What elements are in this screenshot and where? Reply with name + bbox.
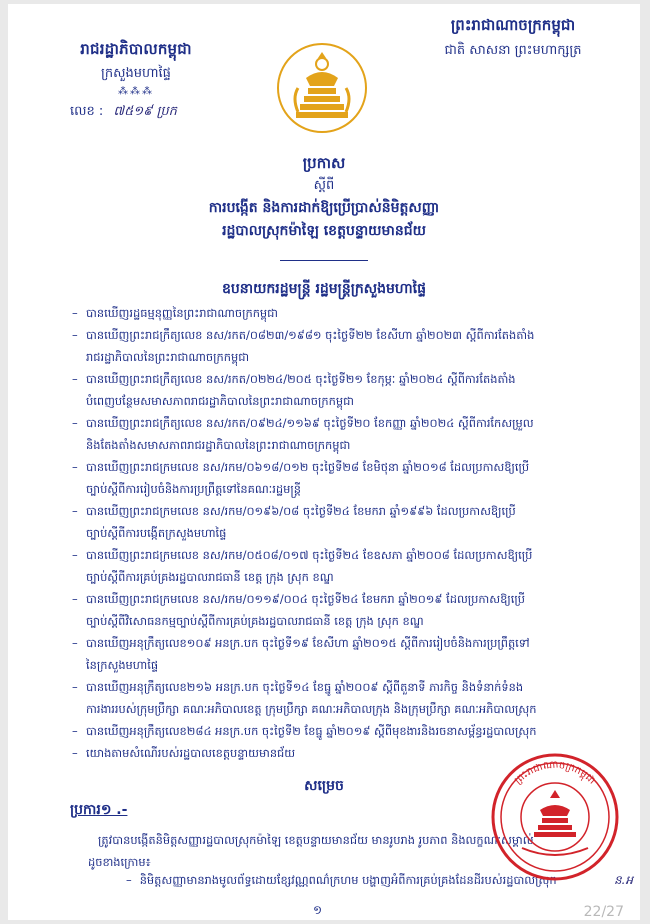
consideration-item: ច្បាប់ស្តីពីការរៀបចំនិងការប្រព្រឹត្តទៅនៃគណៈរដ្ឋមន្ត្រី: [86, 482, 301, 496]
ministry-name: ក្រសួងមហាផ្ទៃ: [101, 66, 171, 81]
consideration-item: – បានឃើញព្រះរាជក្រមលេខ នស/រកម/០៦១៨/០១២ ចុះថ្ងៃទី២៨ ខែមិថុនា ឆ្នាំ២០១៨ ដែលប្រកាសឱ្យប្រើ: [72, 456, 612, 478]
ministry-header: [66, 40, 206, 122]
page-number: ១: [313, 903, 323, 917]
subject-line-1: ការបង្កើត និងការដាក់ឱ្យប្រើប្រាស់និមិត្តសញ្ញា: [208, 200, 440, 216]
document-title: [8, 154, 640, 242]
kingdom-header: [418, 16, 608, 61]
consideration-item: ច្បាប់ស្តីពីវិសោធនកម្មច្បាប់ស្តីពីការគ្រប់គ្រងរដ្ឋបាលរាជធានី ខេត្ត ក្រុង ស្រុក ខណ្ឌ: [86, 614, 424, 628]
consideration-item: – បានឃើញរដ្ឋធម្មនុញ្ញនៃព្រះរាជាណាចក្រកម្ពុជា: [72, 302, 612, 324]
doc-type: ប្រកាស: [302, 154, 346, 172]
seal-arc-text: ព្រះរាជាណាចក្រកម្ពុជា: [512, 759, 598, 787]
consideration-item: – បានឃើញព្រះរាជក្រមលេខ នស/រកម/០១១៩/០០៤ ចុះថ្ងៃទី២៤ ខែមករា ឆ្នាំ២០១៩ ដែលប្រកាសឱ្យប្រើ: [72, 588, 612, 610]
issuer-heading: ឧបនាយករដ្ឋមន្ត្រី រដ្ឋមន្ត្រីក្រសួងមហាផ្ទៃ: [221, 281, 426, 297]
consideration-item: នៃក្រសួងមហាផ្ទៃ: [86, 658, 159, 672]
government-name: រាជរដ្ឋាភិបាលកម្ពុជា: [80, 40, 192, 58]
consideration-item: និងតែងតាំងសមាសភាពរាជរដ្ឋាភិបាលនៃព្រះរាជាណាចក្រកម្ពុជា: [86, 438, 351, 452]
royal-emblem-icon: [276, 42, 368, 134]
reference-label: លេខ :: [70, 104, 104, 119]
official-seal-icon: [486, 748, 624, 886]
header-ornament: ⁂⁂⁂: [118, 86, 154, 97]
decision-heading: សម្រេច: [304, 778, 344, 794]
document-page: [8, 4, 640, 920]
national-motto: ជាតិ សាសនា ព្រះមហាក្សត្រ: [444, 43, 582, 58]
consideration-item: រាជរដ្ឋាភិបាលនៃព្រះរាជាណាចក្រកម្ពុជា: [86, 350, 250, 364]
article-1-line-1: ត្រូវបានបង្កើតនិមិត្តសញ្ញារដ្ឋបាលស្រុកម៉ាឡៃ ខេត្តបន្ទាយមានជ័យ មានរូបរាង រូបភាព និងលក្ខណៈសម្គាល់: [98, 833, 534, 847]
doc-on: ស្តីពី: [313, 178, 335, 193]
consideration-item: – បានឃើញអនុក្រឹត្យលេខ២៨៤ អនក្រ.បក ចុះថ្ងៃទី២ ខែធ្នូ ឆ្នាំ២០១៩ ស្តីពីមុខងារនិងរចនាសម្ព័ន្ធរដ្ឋបាលស្រុក: [72, 720, 612, 742]
consideration-item: – បានឃើញព្រះរាជក្រឹត្យលេខ នស/រកត/០២២៤/២០៥ ចុះថ្ងៃទី២១ ខែកុម្ភៈ ឆ្នាំ២០២៤ ស្តីពីការតែងតាំង: [72, 368, 612, 390]
article-1-bullet-text: និមិត្តសញ្ញាមានរាងមូលព័ទ្ធដោយខ្សែវណ្ណពណ៌ក្រហម បង្ហាញអំពីការគ្រប់គ្រងដែនដីរបស់រដ្ឋបាលស្រុក: [139, 873, 557, 887]
consideration-item: ច្បាប់ស្តីពីការគ្រប់គ្រងរដ្ឋបាលរាជធានី ខេត្ត ក្រុង ស្រុក ខណ្ឌ: [86, 570, 334, 584]
article-1-label: ប្រការ១ .-: [70, 802, 128, 818]
bullet-dash: –: [126, 873, 132, 887]
consideration-item: – បានឃើញព្រះរាជក្រមលេខ នស/រកម/០៥០៨/០១៧ ចុះថ្ងៃទី២៤ ខែឧសភា ឆ្នាំ២០០៨ ដែលប្រកាសឱ្យប្រើ: [72, 544, 612, 566]
signature-initials: ន.អ: [614, 873, 634, 887]
consideration-item: – បានឃើញអនុក្រឹត្យលេខ២១៦ អនក្រ.បក ចុះថ្ងៃទី១៤ ខែធ្នូ ឆ្នាំ២០០៩ ស្តីពីតួនាទី ភារកិច្ច និងទំនាក់ទំនង: [72, 676, 612, 698]
consideration-item: បំពេញបន្ថែមសមាសភាពរាជរដ្ឋាភិបាលនៃព្រះរាជាណាចក្រកម្ពុជា: [86, 394, 354, 408]
consideration-item: ច្បាប់ស្តីពីការបង្កើតក្រសួងមហាផ្ទៃ: [86, 526, 227, 540]
reference-value: ៧៥១៩ ប្រក: [113, 104, 177, 119]
kingdom-name: ព្រះរាជាណាចក្រកម្ពុជា: [450, 16, 576, 34]
article-1-line-2: ដូចខាងក្រោម៖: [88, 855, 151, 869]
viewer-page-counter: 22/27: [583, 904, 624, 920]
consideration-item: ការងាររបស់ក្រុមប្រឹក្សា គណៈអភិបាលខេត្ត ក្រុមប្រឹក្សា គណៈអភិបាលក្រុង និងក្រុមប្រឹក្សា គណៈអភិបាលស្រុក: [86, 702, 537, 716]
consideration-item: – បានឃើញព្រះរាជក្រឹត្យលេខ នស/រកត/០៨២៣/១៩៨១ ចុះថ្ងៃទី២២ ខែសីហា ឆ្នាំ២០២៣ ស្តីពីការតែងតាំង: [72, 324, 612, 346]
consideration-item: – បានឃើញព្រះរាជក្រឹត្យលេខ នស/រកត/០៩២៤/១១៦៩ ចុះថ្ងៃទី២០ ខែកញ្ញា ឆ្នាំ២០២៤ ស្តីពីការកែសម្រួល: [72, 412, 612, 434]
considerations-list: [72, 302, 612, 764]
consideration-item: – យោងតាមសំណើរបស់រដ្ឋបាលខេត្តបន្ទាយមានជ័យ: [72, 742, 612, 764]
consideration-item: – បានឃើញព្រះរាជក្រមលេខ នស/រកម/០១៩៦/០៨ ចុះថ្ងៃទី២៤ ខែមករា ឆ្នាំ១៩៩៦ ដែលប្រកាសឱ្យប្រើ: [72, 500, 612, 522]
reference-number: [66, 103, 206, 122]
subject-line-2: រដ្ឋបាលស្រុកម៉ាឡៃ ខេត្តបន្ទាយមានជ័យ: [222, 223, 426, 239]
consideration-item: – បានឃើញអនុក្រឹត្យលេខ១០៩ អនក្រ.បក ចុះថ្ងៃទី១៩ ខែសីហា ឆ្នាំ២០១៥ ស្តីពីការរៀបចំនិងការប្រព្រឹត្តទៅ: [72, 632, 612, 654]
title-divider: [280, 260, 368, 261]
